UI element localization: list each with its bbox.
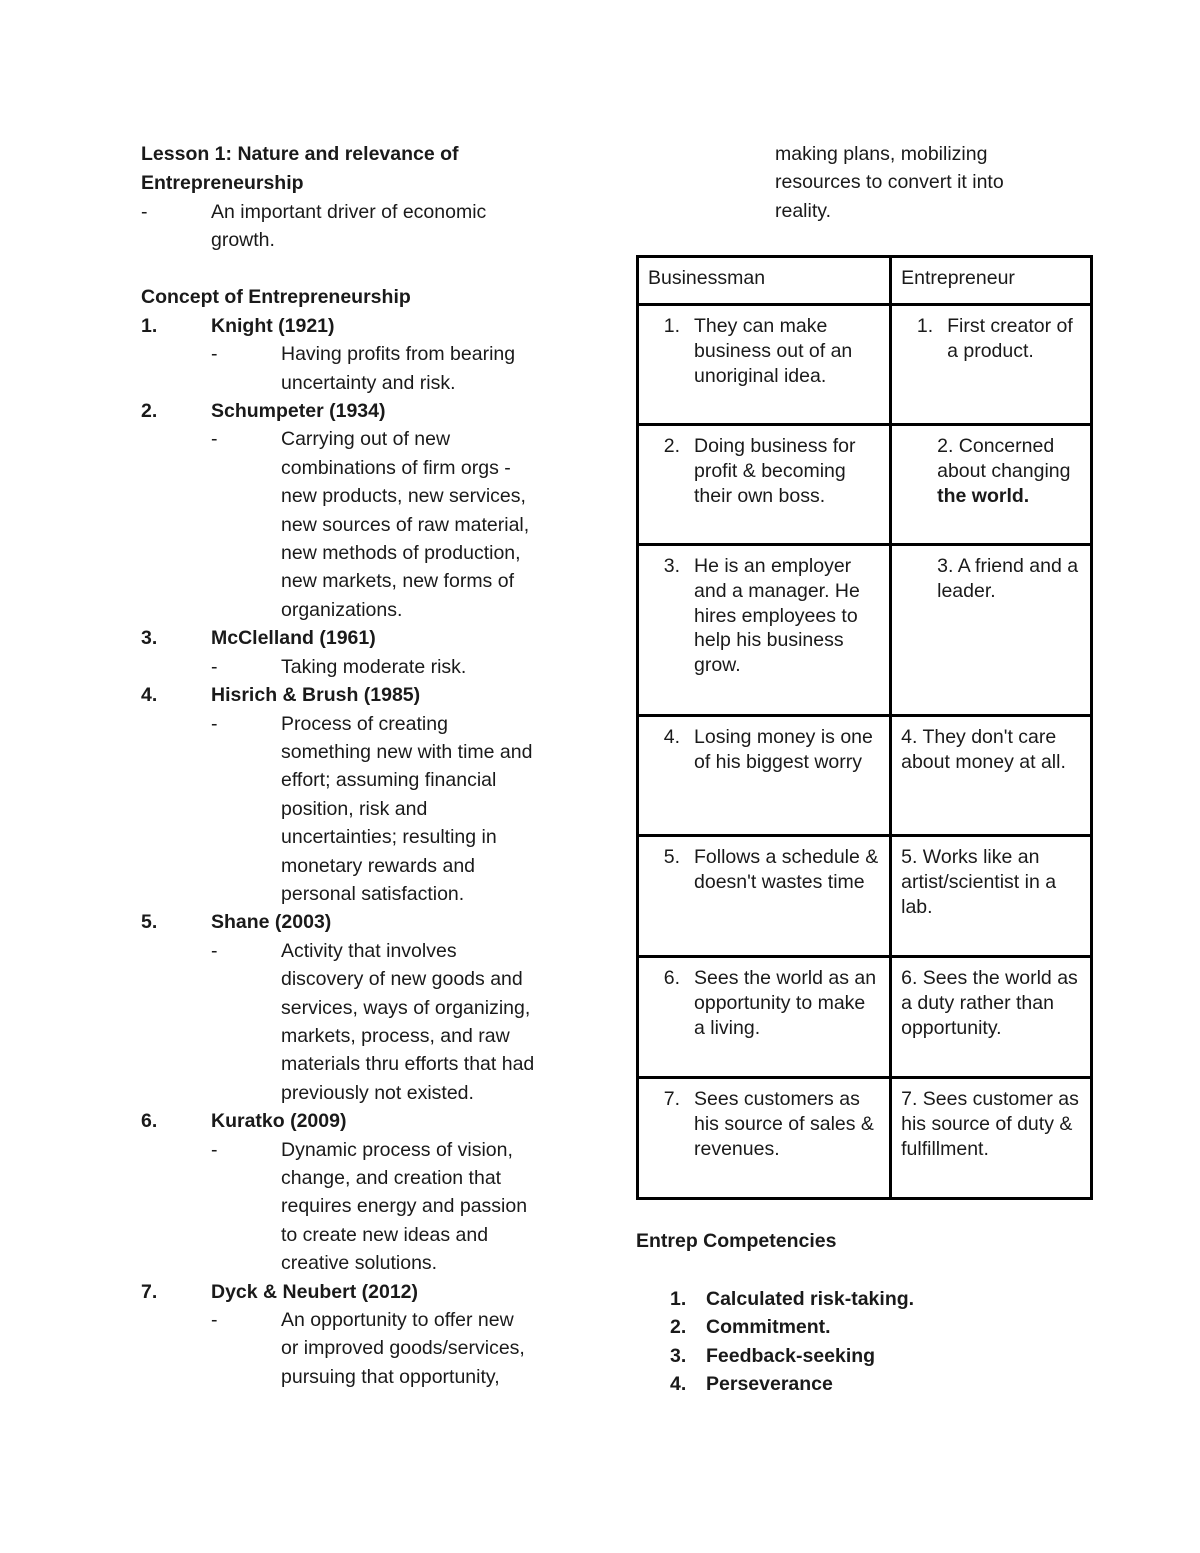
left-column	[141, 140, 581, 1391]
table-row: 7. Sees customers as his source of sales & revenues. 7. Sees customer as his source of duty & fulfillment.	[638, 1078, 1092, 1199]
right-column	[636, 140, 1096, 225]
concept-heading: Concept of Entrepreneurship	[141, 285, 411, 308]
list-item: 3. McClelland (1961)	[141, 627, 376, 650]
table-header-row	[638, 257, 1092, 305]
lesson-title: Lesson 1: Nature and relevance of Entrepreneurship	[141, 143, 459, 194]
list-item: 1. Knight (1921)	[141, 314, 335, 337]
header-entrepreneur: Entrepreneur	[891, 257, 1092, 305]
lesson-bullet: - An important driver of economic growth.	[141, 201, 487, 252]
table-row: 3. He is an employer and a manager. He hires employees to help his business grow. 3. A friend and a leader.	[638, 545, 1092, 716]
list-item: 3. Feedback-seeking	[670, 1344, 876, 1367]
header-businessman: Businessman	[638, 257, 891, 305]
table-row: 5. Follows a schedule & doesn't wastes time 5. Works like an artist/scientist in a lab.	[638, 836, 1092, 957]
table-row: 1. They can make business out of an unoriginal idea. 1. First creator of a product.	[638, 305, 1092, 425]
list-item: 4. Hisrich & Brush (1985)	[141, 684, 421, 707]
list-item: 7. Dyck & Neubert (2012)	[141, 1280, 418, 1303]
table-row: 2. Doing business for profit & becoming their own boss. 2. Concerned about changing the world.	[638, 425, 1092, 545]
list-item: 1. Calculated risk-taking.	[670, 1288, 915, 1310]
concept-list: 1. Knight (1921) - Having profits from bearing uncertainty and risk. 2. Schumpeter (1934) - Carrying out of new combinations of firm orgs - new products, new services, new sources of raw material, new methods of production, new markets, new forms of organizations. 3. McClelland (1961) - Taking moderate risk. 4. Hisrich & Brush (1985) - Process of creating something new with time and effort; assuming financial position, risk and uncertainties; resulting in monetary rewards and personal satisfaction. 5. Shane (2003) - Activity that involves discovery of new goods and services, ways of organizing, markets, process, and raw materials thru efforts that had previously not existed. 6. Kuratko (2009) - Dynamic process of vision, change, and creation that requires energy and passion to create new ideas and creative solutions. 7. Dyck & Neubert (2012) - An opportunity to offer new or improved goods/services, pursuing that opportunity,	[141, 312, 581, 1391]
competencies-heading: Entrep Competencies	[636, 1230, 837, 1252]
list-item: 2. Commitment.	[670, 1316, 831, 1339]
list-item: 5. Shane (2003)	[141, 911, 332, 934]
comparison-table	[636, 255, 1093, 1200]
list-item: 6. Kuratko (2009)	[141, 1110, 347, 1133]
list-item: 2. Schumpeter (1934)	[141, 400, 386, 423]
table-row: 6. Sees the world as an opportunity to make a living. 6. Sees the world as a duty rather than opportunity.	[638, 957, 1092, 1078]
list-item: 4. Perseverance	[670, 1373, 833, 1396]
table-row: 4. Losing money is one of his biggest worry 4. They don't care about money at all.	[638, 716, 1092, 836]
concept-continuation: making plans, mobilizing resources to convert it into reality.	[775, 143, 1004, 222]
competencies-section	[636, 1227, 1096, 1399]
